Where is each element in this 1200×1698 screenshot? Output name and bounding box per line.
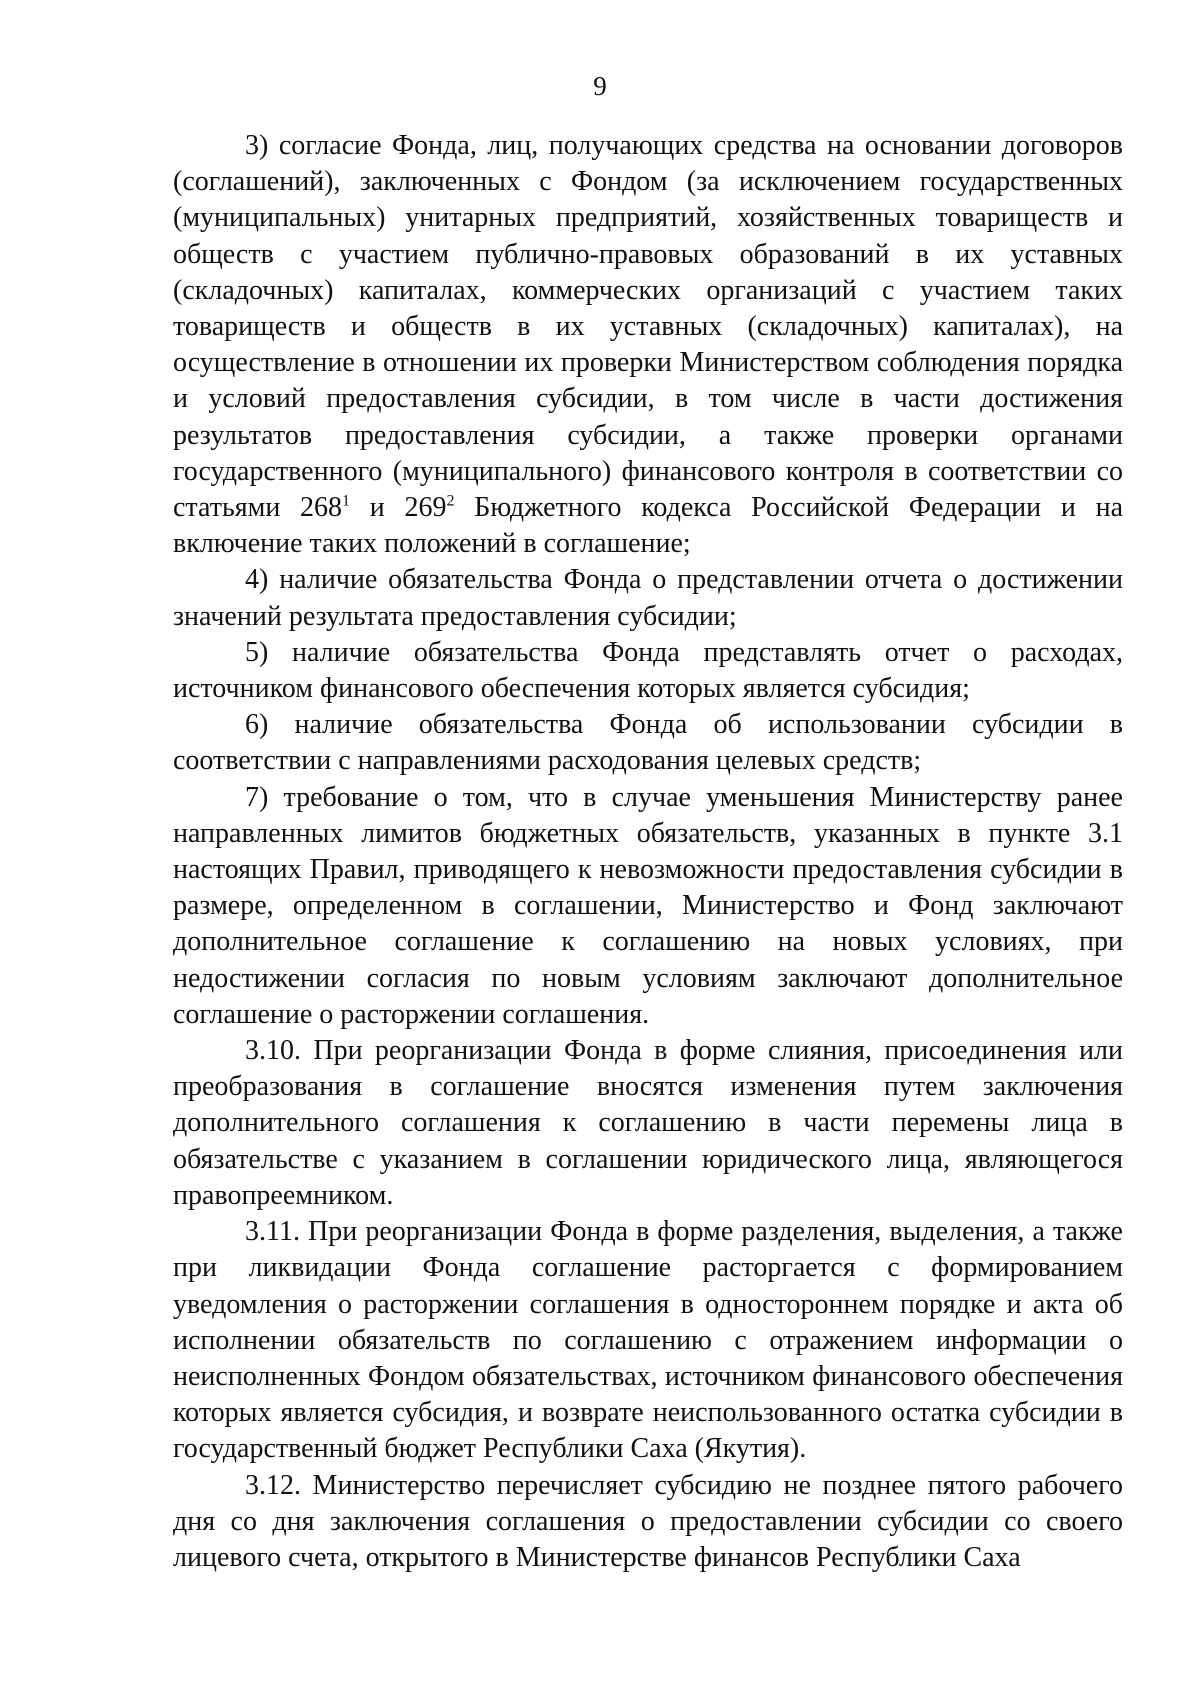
- paragraph-text: и 269: [350, 492, 447, 524]
- paragraph-item-5: 5) наличие обязательства Фонда представлять отчет о расходах, источником финансового обеспечения которых является субсидия;: [173, 636, 1123, 705]
- paragraph-item-4: 4) наличие обязательства Фонда о представлении отчета о достижении значений результата предоставления субсидии;: [173, 564, 1123, 632]
- document-body: [173, 128, 1123, 1576]
- footnote-superscript: 2: [446, 492, 455, 510]
- paragraph-text: Бюджетного кодекса Российской Федерации и на включение таких положений в соглашение;: [173, 492, 1124, 560]
- paragraph-text: 3) согласие Фонда, лиц, получающих средства на основании договоров (соглашений), заключенных с Фондом (за исключением государственных (муниципальных) унитарных предприятий, хозяйственных товариществ и обществ с участием публично-правовых образований в их уставных (складочных) капиталах, коммерческих организаций с участием таких товариществ и обществ в их уставных (складочных) капиталах), на осуществление в отношении их проверки Министерством соблюдения порядка и условий предоставления субсидии, в том числе в части достижения результатов предоставления субсидии, а также проверки органами государственного (муниципального) финансового контроля в соответствии со статьями 268: [173, 130, 1123, 524]
- paragraph-item-3: [173, 128, 1123, 562]
- paragraph-item-6: 6) наличие обязательства Фонда об использовании субсидии в соответствии с направлениями расходования целевых средств;: [173, 709, 1123, 777]
- paragraph-item-7: 7) требование о том, что в случае уменьшения Министерству ранее направленных лимитов бюджетных обязательств, указанных в пункте 3.1 настоящих Правил, приводящего к невозможности предоставления субсидии в размере, определенном в соглашении, Министерство и Фонд заключают дополнительное соглашение к соглашению на новых условиях, при недостижении согласия по новым условиям заключают дополнительное соглашение о расторжении соглашения.: [173, 781, 1123, 1030]
- footnote-superscript: 1: [342, 492, 351, 510]
- paragraph-3-12: 3.12. Министерство перечисляет субсидию не позднее пятого рабочего дня со дня заключения соглашения о предоставлении субсидии со своего лицевого счета, открытого в Министерстве финансов Республики Саха: [173, 1469, 1123, 1573]
- paragraph-3-11: 3.11. При реорганизации Фонда в форме разделения, выделения, а также при ликвидации Фонда соглашение расторгается с формированием уведомления о расторжении соглашения в одностороннем порядке и акта об исполнении обязательств по соглашению с отражением информации о неисполненных Фондом обязательствах, источником финансового обеспечения которых является субсидия, и возврате неиспользованного остатка субсидии в государственный бюджет Республики Саха (Якутия).: [173, 1216, 1123, 1465]
- page-number: 9: [593, 71, 607, 101]
- paragraph-3-10: 3.10. При реорганизации Фонда в форме слияния, присоединения или преобразования в соглашение вносятся изменения путем заключения дополнительного соглашения к соглашению в части перемены лица в обязательстве с указанием в соглашении юридического лица, являющегося правопреемником.: [173, 1035, 1123, 1211]
